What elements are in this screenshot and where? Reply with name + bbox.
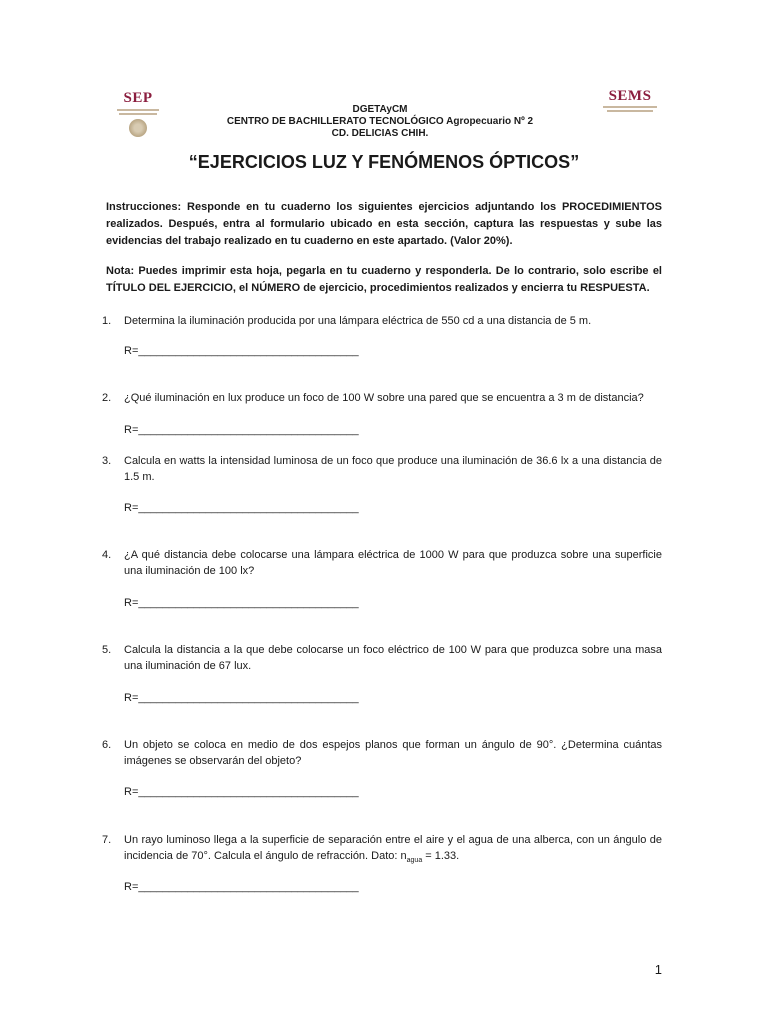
- question-3: 3. Calcula en watts la intensidad luminosa de un foco que produce una iluminación de 36.6 lx a una distancia de 1.5 m. R=____________________________________: [102, 455, 662, 514]
- instructions-paragraph: Instrucciones: Responde en tu cuaderno los siguientes ejercicios adjuntando los PROCEDIMIENTOS realizados. Después, entra al formulario ubicado en esta sección, captura las respuestas y sube las evidencias del trabajo realizado en tu cuaderno en este apartado. (Valor 20%).: [106, 201, 662, 247]
- answer-line: R=____________________________________: [124, 786, 359, 798]
- question-text: Determina la iluminación producida por una lámpara eléctrica de 550 cd a una distancia de 5 m.: [124, 315, 592, 327]
- question-1: 1. Determina la iluminación producida por una lámpara eléctrica de 550 cd a una distancia de 5 m. R=____________________________________: [106, 313, 662, 329]
- sep-logo: [112, 90, 164, 137]
- question-7: 7. Un rayo luminoso llega a la superficie de separación entre el aire y el agua de una alberca, con un ángulo de incidencia de 70°. Calcula el ángulo de refracción. Dato: $n_{agua} = 1.33$. R=____________________________________: [102, 834, 662, 893]
- sems-logo: [600, 88, 660, 112]
- question-text: Un objeto se coloca en medio de dos espejos planos que forman un ángulo de 90°. ¿Determina cuántas imágenes se observarán del objeto?: [124, 739, 662, 767]
- question-text: ¿Qué iluminación en lux produce un foco de 100 W sobre una pared que se encuentra a 3 m de distancia?: [124, 392, 644, 404]
- seal-icon: [129, 119, 147, 137]
- sep-logo-text: SEP: [123, 90, 153, 106]
- answer-line: R=____________________________________: [124, 345, 359, 357]
- question-4: 4. ¿A qué distancia debe colocarse una lámpara eléctrica de 1000 W para que produzca sobre una superficie una iluminación de 100 lx? R=____________________________________: [102, 549, 662, 609]
- header-line-3: CD. DELICIAS CHIH.: [331, 128, 429, 139]
- sems-logo-text: SEMS: [608, 88, 652, 104]
- subscript-agua: agua: [406, 857, 423, 865]
- page-title: “EJERCICIOS LUZ Y FENÓMENOS ÓPTICOS”: [188, 152, 580, 172]
- document-header: [180, 104, 580, 140]
- answer-line: R=____________________________________: [124, 597, 359, 609]
- page-number: 1: [654, 962, 662, 977]
- question-text: Un rayo luminoso llega a la superficie de separación entre el aire y el agua de una alberca, con un ángulo de incidencia de 70°. Calcula el ángulo de refracción. Dato: $n_{agua} = 1.33$.: [124, 834, 662, 865]
- question-6: 6. Un objeto se coloca en medio de dos espejos planos que forman un ángulo de 90°. ¿Determina cuántas imágenes se observarán del objeto? R=____________________________________: [102, 739, 662, 798]
- question-text: Calcula en watts la intensidad luminosa de un foco que produce una iluminación de 36.6 lx a una distancia de 1.5 m.: [124, 455, 662, 483]
- answer-line: R=____________________________________: [124, 881, 359, 893]
- question-2: 2. ¿Qué iluminación en lux produce un foco de 100 W sobre una pared que se encuentra a 3 m de distancia? R=____________________________________: [106, 390, 662, 406]
- answer-line: R=____________________________________: [124, 502, 359, 514]
- note-paragraph: Nota: Puedes imprimir esta hoja, pegarla en tu cuaderno y responderla. De lo contrario, solo escribe el TÍTULO DEL EJERCICIO, el NÚMERO de ejercicio, procedimientos realizados y encierra tu RESPUESTA.: [106, 265, 662, 294]
- answer-line: R=____________________________________: [124, 692, 359, 704]
- question-5: 5. Calcula la distancia a la que debe colocarse un foco eléctrico de 100 W para que produzca sobre una masa una iluminación de 67 lux. R=____________________________________: [102, 644, 662, 704]
- question-text: ¿A qué distancia debe colocarse una lámpara eléctrica de 1000 W para que produzca sobre una superficie una iluminación de 100 lx?: [124, 549, 662, 577]
- header-line-1: DGETAyCM: [352, 104, 408, 115]
- question-text: Calcula la distancia a la que debe colocarse un foco eléctrico de 100 W para que produzca sobre una masa una iluminación de 67 lux.: [124, 644, 662, 672]
- header-line-2: CENTRO DE BACHILLERATO TECNOLÓGICO Agropecuario Nº 2: [226, 116, 534, 127]
- answer-line: R=____________________________________: [124, 424, 359, 436]
